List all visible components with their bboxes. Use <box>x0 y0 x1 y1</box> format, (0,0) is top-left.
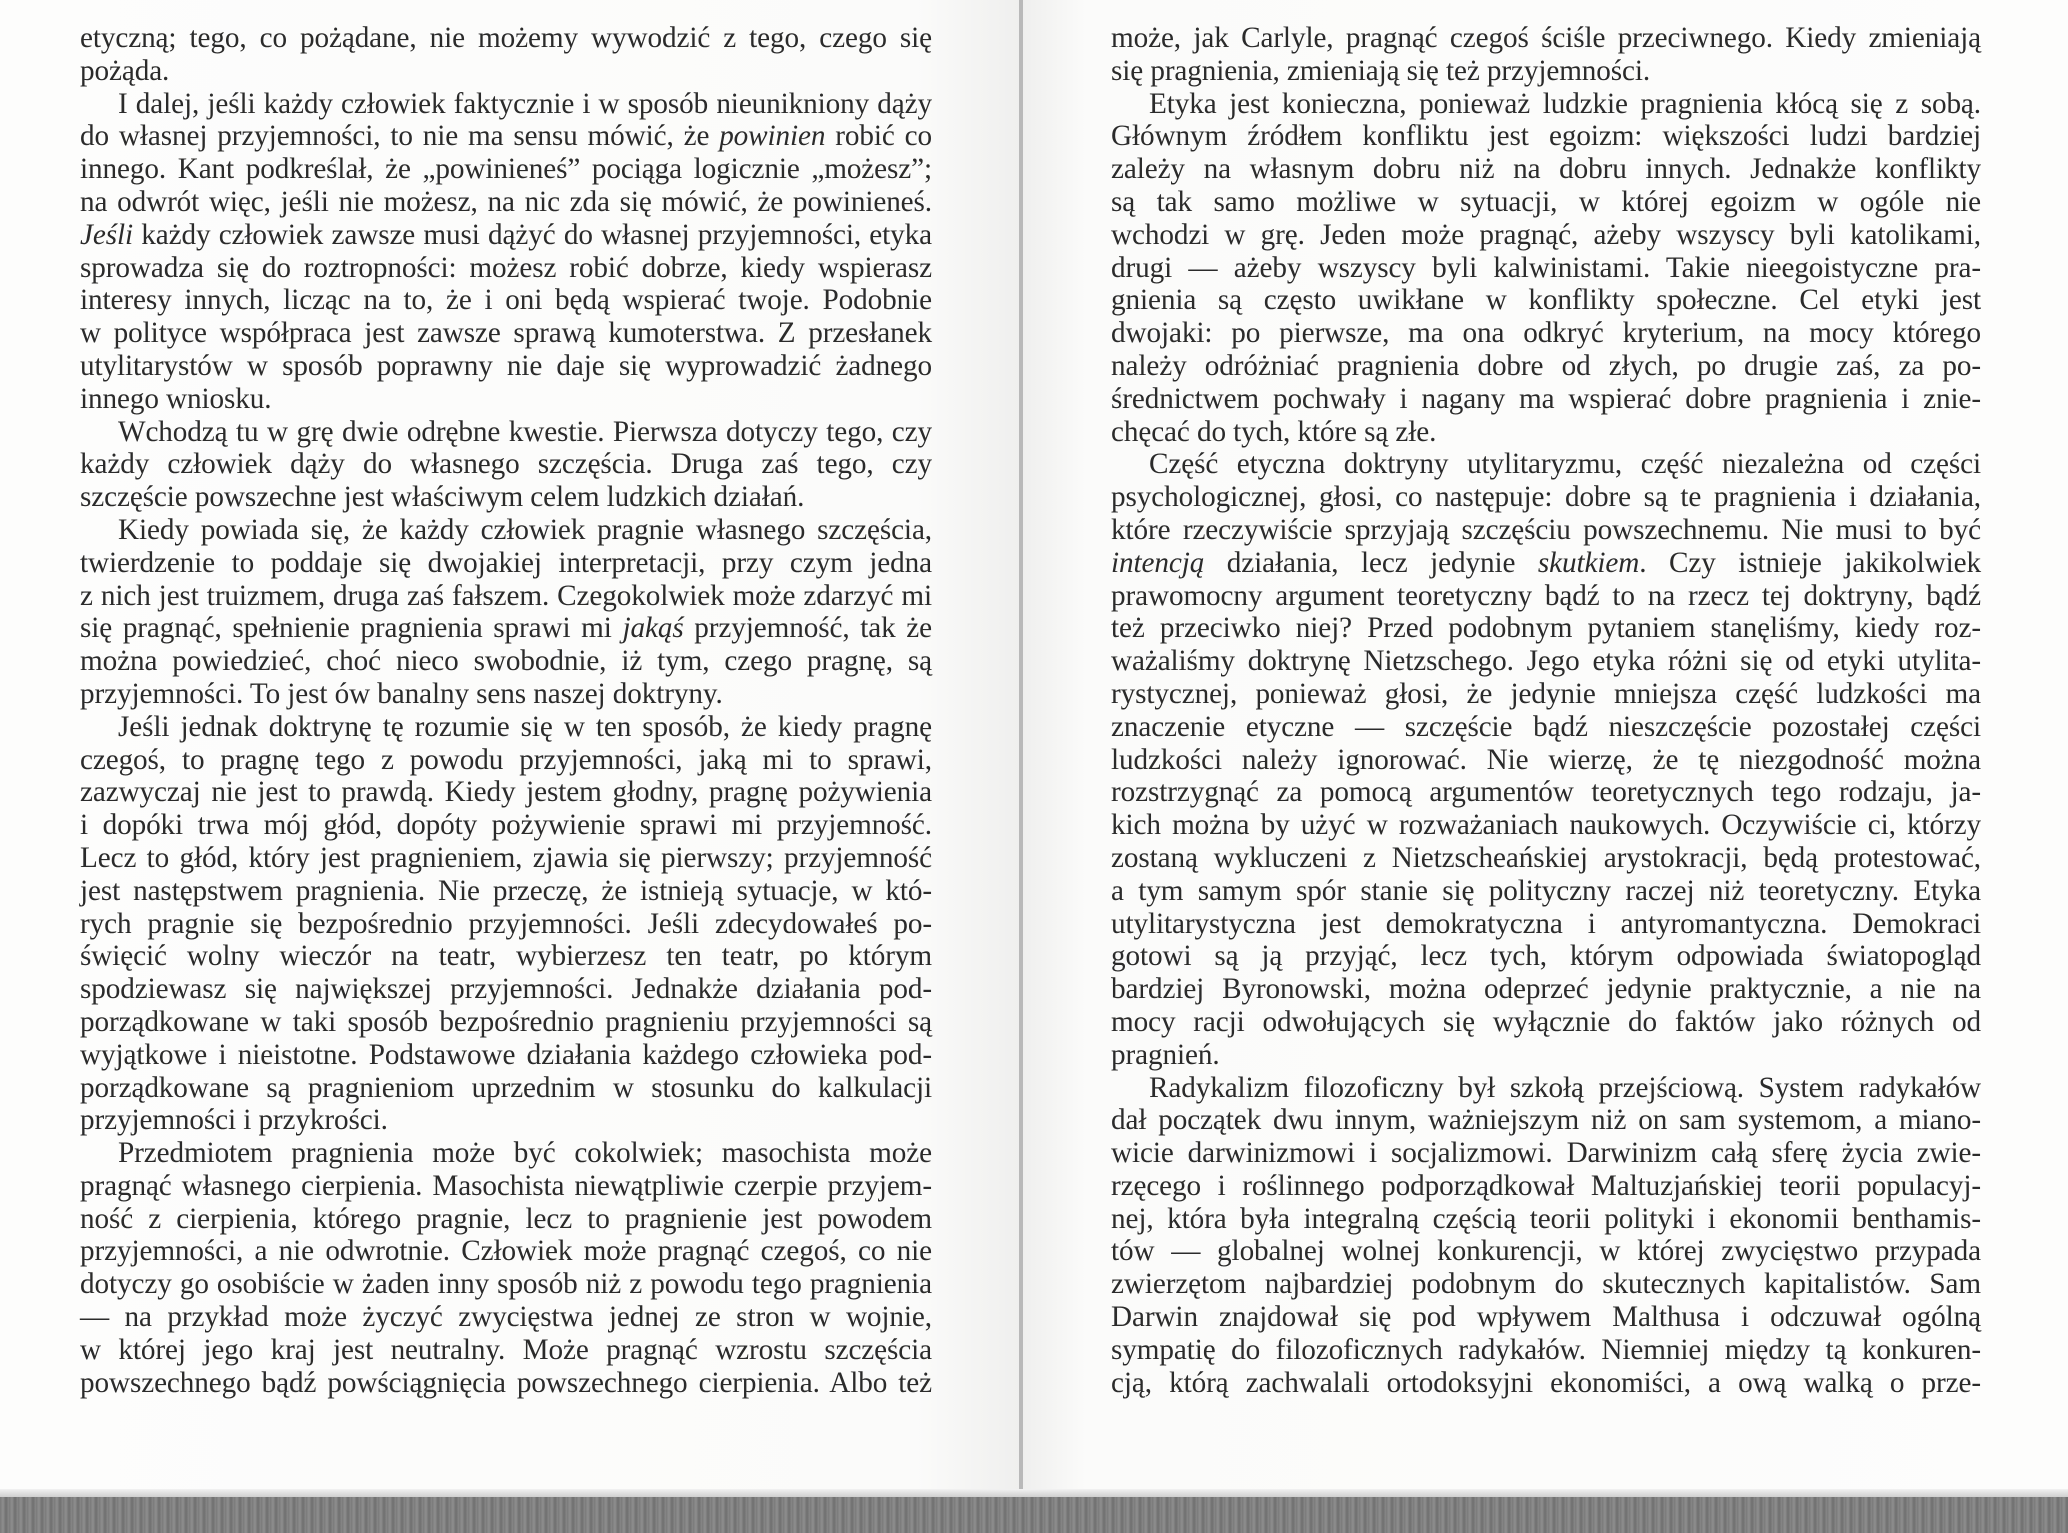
text-line: w której jego kraj jest neutralny. Może pragnąć wzrostu szczęścia <box>80 1333 932 1366</box>
text-line: Głównym źródłem konfliktu jest egoizm: większości ludzi bardziej <box>1111 120 1981 153</box>
text-line: Część etyczna doktryny utylitaryzmu, część niezależna od części <box>1149 448 1981 481</box>
text-line: ność z cierpienia, którego pragnie, lecz to pragnienie jest powodem <box>80 1202 932 1235</box>
right-page <box>1023 0 2068 1497</box>
text-line: się pragnąć, spełnienie pragnienia sprawi mi jakąś przyjemność, tak że <box>80 612 932 645</box>
text-line: prawomocny argument teoretyczny bądź to na rzecz tej doktryny, bądź <box>1111 579 1981 612</box>
text-line: wyjątkowe i nieistotne. Podstawowe działania każdego człowieka pod- <box>80 1038 932 1071</box>
text-line: Darwin znajdował się pod wpływem Malthusa i odczuwał ogólną <box>1111 1301 1981 1334</box>
text-line: dwojaki: po pierwsze, ma ona odkryć kryterium, na mocy którego <box>1111 317 1981 350</box>
text-line: Przedmiotem pragnienia może być cokolwiek; masochista może <box>118 1137 932 1170</box>
text-line: przyjemności, a nie odwrotnie. Człowiek może pragnąć czegoś, co nie <box>80 1235 932 1268</box>
text-line: Jeśli każdy człowiek zawsze musi dążyć do własnej przyjemności, etyka <box>80 218 932 251</box>
text-line: utylitarystów w sposób poprawny nie daje się wyprowadzić żadnego <box>80 349 932 382</box>
text-line: są tak samo możliwe w sytuacji, w której egoizm w ogóle nie <box>1111 185 1981 218</box>
text-line: Kiedy powiada się, że każdy człowiek pragnie własnego szczęścia, <box>118 513 932 546</box>
text-line: święcić wolny wieczór na teatr, wybierzesz ten teatr, po którym <box>80 940 932 973</box>
text-line: szczęście powszechne jest właściwym celem ludzkich działań. <box>80 481 805 514</box>
text-line: cją, którą zachwalali ortodoksyjni ekonomiści, a ową walką o prze- <box>1111 1366 1981 1399</box>
text-line: Wchodzą tu w grę dwie odrębne kwestie. Pierwsza dotyczy tego, czy <box>118 415 932 448</box>
text-line: zwierzętom najbardziej podobnym do skutecznych kapitalistów. Sam <box>1111 1268 1981 1301</box>
text-line: ludzkości należy ignorować. Nie wierzę, że tę niezgodność można <box>1111 743 1981 776</box>
text-line: porządkowane w taki sposób bezpośrednio pragnieniu przyjemności są <box>80 1005 932 1038</box>
text-line: znaczenie etyczne — szczęście bądź nieszczęście pozostałej części <box>1111 710 1981 743</box>
text-line: na odwrót więc, jeśli nie możesz, na nic zda się mówić, że powinieneś. <box>80 185 932 218</box>
text-line: w polityce współpraca jest zawsze sprawą kumoterstwa. Z przesłanek <box>80 317 932 350</box>
text-line: należy odróżniać pragnienia dobre od złych, po drugie zaś, za po- <box>1111 349 1981 382</box>
text-line: kich można by użyć w rozważaniach naukowych. Oczywiście ci, którzy <box>1111 809 1981 842</box>
text-line: rych pragnie się bezpośrednio przyjemności. Jeśli zdecydowałeś po- <box>80 907 932 940</box>
text-line: rystycznej, ponieważ głosi, że jedynie mniejsza część ludzkości ma <box>1111 677 1981 710</box>
text-line: pragnień. <box>1111 1038 1220 1071</box>
text-line: — na przykład może życzyć zwycięstwa jednej ze stron w wojnie, <box>80 1301 932 1334</box>
text-line: Radykalizm filozoficzny był szkołą przejściową. System radykałów <box>1149 1071 1981 1104</box>
text-line: Jeśli jednak doktrynę tę rozumie się w ten sposób, że kiedy pragnę <box>118 710 932 743</box>
text-line: przyjemności. To jest ów banalny sens naszej doktryny. <box>80 677 723 710</box>
text-line: innego wniosku. <box>80 382 272 415</box>
text-line: I dalej, jeśli każdy człowiek faktycznie i w sposób nieunikniony dąży <box>118 87 932 120</box>
text-line: wicie darwinizmowi i socjalizmowi. Darwinizm całą sferę życia zwie- <box>1111 1137 1981 1170</box>
left-page-text <box>80 22 932 1399</box>
text-line: porządkowane są pragnieniom uprzednim w stosunku do kalkulacji <box>80 1071 932 1104</box>
text-line: zależy na własnym dobru niż na dobru innych. Jednakże konflikty <box>1111 153 1981 186</box>
text-line: i dopóki trwa mój głód, dopóty pożywienie sprawi mi przyjemność. <box>80 809 932 842</box>
text-line: interesy innych, licząc na to, że i oni będą wspierać twoje. Podobnie <box>80 284 932 317</box>
text-line: twierdzenie to poddaje się dwojakiej interpretacji, przy czym jedna <box>80 546 932 579</box>
right-page-text <box>1111 22 1981 1399</box>
text-line: drugi — ażeby wszyscy byli kalwinistami. Takie nieegoistyczne pra- <box>1111 251 1981 284</box>
left-page <box>0 0 1019 1497</box>
text-line: chęcać do tych, które są złe. <box>1111 415 1437 448</box>
text-line: psychologicznej, głosi, co następuje: dobre są te pragnienia i działania, <box>1111 481 1981 514</box>
text-line: nej, która była integralną częścią teorii polityki i ekonomii benthamis- <box>1111 1202 1981 1235</box>
text-line: jest następstwem pragnienia. Nie przeczę, że istnieją sytuacje, w któ- <box>80 874 932 907</box>
text-line: rozstrzygnąć za pomocą argumentów teoretycznych tego rodzaju, ja- <box>1111 776 1981 809</box>
text-line: średnictwem pochwały i nagany ma wspierać dobre pragnienia i znie- <box>1111 382 1981 415</box>
text-line: czegoś, to pragnę tego z powodu przyjemności, jaką mi to sprawi, <box>80 743 932 776</box>
text-line: intencją działania, lecz jedynie skutkiem. Czy istnieje jakikolwiek <box>1111 546 1982 579</box>
text-line: dał początek dwu innym, ważniejszym niż on sam systemom, a miano- <box>1111 1104 1981 1137</box>
text-line: Etyka jest konieczna, ponieważ ludzkie pragnienia kłócą się z sobą. <box>1149 87 1981 120</box>
text-line: może, jak Carlyle, pragnąć czegoś ściśle przeciwnego. Kiedy zmieniają <box>1111 22 1981 54</box>
text-line: sprowadza się do roztropności: możesz robić dobrze, kiedy wspierasz <box>80 251 932 284</box>
text-line: sympatię do filozoficznych radykałów. Niemniej między tą konkuren- <box>1111 1333 1981 1366</box>
text-line: spodziewasz się największej przyjemności. Jednakże działania pod- <box>80 973 932 1006</box>
text-line: powszechnego bądź powściągnięcia powszechnego cierpienia. Albo też <box>80 1366 932 1399</box>
text-line: przyjemności i przykrości. <box>80 1104 388 1137</box>
text-line: ważaliśmy doktrynę Nietzschego. Jego etyka różni się od etyki utylita- <box>1111 645 1981 678</box>
text-line: Lecz to głód, który jest pragnieniem, zjawia się pierwszy; przyjemność <box>80 841 932 874</box>
text-line: każdy człowiek dąży do własnego szczęścia. Druga zaś tego, czy <box>80 448 932 481</box>
text-line: do własnej przyjemności, to nie ma sensu mówić, że powinien robić co <box>80 120 932 153</box>
text-line: zazwyczaj nie jest to prawdą. Kiedy jestem głodny, pragnę pożywienia <box>80 776 932 809</box>
text-line: wchodzi w grę. Jeden może pragnąć, ażeby wszyscy byli katolikami, <box>1111 218 1981 251</box>
text-line: bardziej Byronowski, można odeprzeć jedynie praktycznie, a nie na <box>1111 973 1981 1006</box>
scanner-bottom-edge <box>0 1497 2068 1533</box>
text-line: innego. Kant podkreślał, że „powinieneś” pociąga logicznie „możesz”; <box>80 153 932 186</box>
text-line: zostaną wykluczeni z Nietzscheańskiej arystokracji, będą protestować, <box>1111 841 1981 874</box>
text-line: a tym samym spór stanie się polityczny raczej niż teoretyczny. Etyka <box>1111 874 1981 907</box>
text-line: też przeciwko niej? Przed podobnym pytaniem stanęliśmy, kiedy roz- <box>1111 612 1981 645</box>
text-line: gnienia są często uwikłane w konflikty społeczne. Cel etyki jest <box>1111 284 1981 317</box>
text-line: utylitarystyczna jest demokratyczna i antyromantyczna. Demokraci <box>1111 907 1981 940</box>
text-line: rzęcego i roślinnego podporządkował Maltuzjańskiej teorii populacyj- <box>1111 1169 1981 1202</box>
text-line: z nich jest truizmem, druga zaś fałszem. Czegokolwiek może zdarzyć mi <box>80 579 932 612</box>
text-line: tów — globalnej wolnej konkurencji, w której zwycięstwo przypada <box>1111 1235 1981 1268</box>
text-line: się pragnienia, zmieniają się też przyjemności. <box>1111 54 1651 87</box>
text-line: mocy racji odwołujących się wyłącznie do faktów jako różnych od <box>1111 1005 1981 1038</box>
text-line: dotyczy go osobiście w żaden inny sposób niż z powodu tego pragnienia <box>80 1268 932 1301</box>
text-line: pożąda. <box>80 54 170 87</box>
text-line: gotowi są ją przyjąć, lecz tych, którym odpowiada światopogląd <box>1111 940 1981 973</box>
text-line: etyczną; tego, co pożądane, nie możemy wywodzić z tego, czego się <box>80 22 932 54</box>
text-line: które rzeczywiście sprzyjają szczęściu powszechnemu. Nie musi to być <box>1111 513 1981 546</box>
text-line: można powiedzieć, choć nieco swobodnie, iż tym, czego pragnę, są <box>80 645 932 678</box>
text-line: pragnąć własnego cierpienia. Masochista niewątpliwie czerpie przyjem- <box>80 1169 932 1202</box>
